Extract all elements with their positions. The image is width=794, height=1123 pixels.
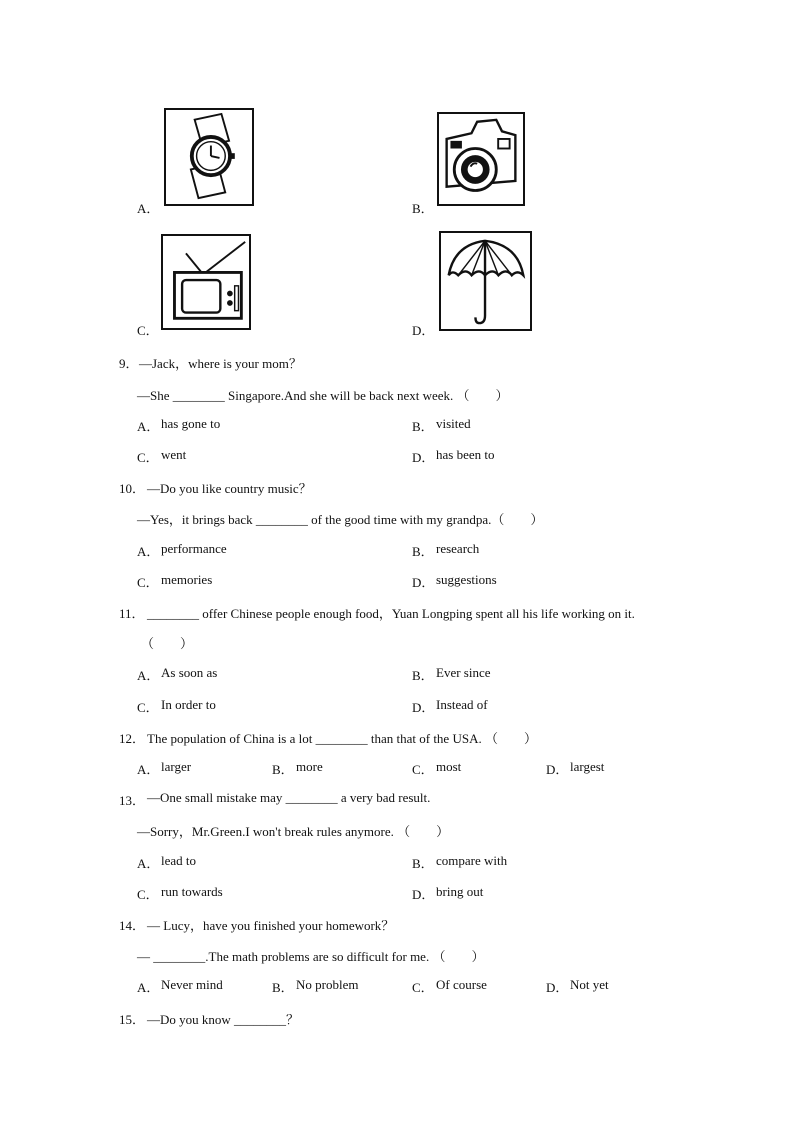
- question-number: 15．: [119, 1012, 146, 1027]
- option-label-c: C．: [137, 323, 159, 338]
- option-label: C．: [137, 575, 159, 590]
- option-label: A．: [137, 668, 160, 683]
- option-label-d: D．: [412, 323, 435, 338]
- option-label: A．: [137, 544, 160, 559]
- question-reply: —Yes，it brings back ________ of the good time with my grandpa.（ ）: [137, 512, 544, 527]
- option-label: D．: [412, 575, 435, 590]
- question-stem: ________ offer Chinese people enough food，Yuan Longping spent all his life working on it.: [147, 606, 635, 621]
- option-text: lead to: [161, 853, 197, 868]
- option-text: most: [436, 759, 462, 774]
- option-label: D．: [546, 762, 569, 777]
- question-number: 12．: [119, 731, 146, 746]
- option-text: Instead of: [436, 697, 488, 712]
- question-reply: —She ________ Singapore.And she will be back next week. （ ）: [137, 388, 509, 403]
- question-reply: — ________.The math problems are so difficult for me. （ ）: [137, 949, 485, 964]
- option-text: went: [161, 447, 187, 462]
- option-text: performance: [161, 541, 227, 556]
- option-label: B．: [272, 980, 294, 995]
- option-text: In order to: [161, 697, 216, 712]
- option-label: A．: [137, 980, 160, 995]
- question-reply: —Sorry，Mr.Green.I won't break rules anymore. （ ）: [137, 824, 450, 839]
- option-label: C．: [137, 450, 159, 465]
- option-label: D．: [412, 887, 435, 902]
- option-label: B．: [412, 856, 434, 871]
- option-text: run towards: [161, 884, 223, 899]
- option-text: bring out: [436, 884, 484, 899]
- option-label: C．: [137, 700, 159, 715]
- option-label: C．: [412, 762, 434, 777]
- option-label: B．: [412, 544, 434, 559]
- option-text: largest: [570, 759, 605, 774]
- question-stem: —Do you know ________？: [147, 1012, 300, 1027]
- option-text: more: [296, 759, 323, 774]
- option-text: larger: [161, 759, 192, 774]
- option-text: compare with: [436, 853, 508, 868]
- option-label: A．: [137, 856, 160, 871]
- question-number: 10．: [119, 481, 146, 496]
- option-text: As soon as: [161, 665, 218, 680]
- camera-icon: [439, 114, 523, 204]
- option-label: D．: [546, 980, 569, 995]
- question-stem: —Do you like country music？: [147, 481, 312, 496]
- option-label: D．: [412, 700, 435, 715]
- option-label: B．: [412, 668, 434, 683]
- television-image: [161, 234, 251, 330]
- option-text: research: [436, 541, 480, 556]
- question-number: 11．: [119, 606, 145, 621]
- option-text: Not yet: [570, 977, 609, 992]
- option-text: Never mind: [161, 977, 223, 992]
- question-stem: —One small mistake may ________ a very bad result.: [147, 790, 431, 805]
- option-label: C．: [412, 980, 434, 995]
- question-stem: —Jack，where is your mom？: [139, 356, 302, 371]
- option-label: C．: [137, 887, 159, 902]
- umbrella-icon: [441, 233, 530, 329]
- option-label: A．: [137, 419, 160, 434]
- option-text: Ever since: [436, 665, 491, 680]
- option-label: D．: [412, 450, 435, 465]
- option-text: Of course: [436, 977, 487, 992]
- camera-image: [437, 112, 525, 206]
- umbrella-image: [439, 231, 532, 331]
- option-text: suggestions: [436, 572, 497, 587]
- option-text: memories: [161, 572, 213, 587]
- question-stem: The population of China is a lot ________ than that of the USA. （ ）: [147, 731, 537, 746]
- question-answer-bracket: （ ）: [141, 636, 194, 651]
- question-number: 14．: [119, 918, 146, 933]
- wristwatch-icon: [166, 110, 252, 204]
- option-label-a: A．: [137, 201, 160, 216]
- option-label: B．: [412, 419, 434, 434]
- television-icon: [163, 236, 249, 328]
- option-text: has been to: [436, 447, 495, 462]
- question-number: 13．: [119, 793, 146, 808]
- wristwatch-image: [164, 108, 254, 206]
- question-stem: — Lucy，have you finished your homework？: [147, 918, 395, 933]
- option-label: A．: [137, 762, 160, 777]
- option-text: No problem: [296, 977, 359, 992]
- question-number: 9．: [119, 356, 139, 371]
- option-text: has gone to: [161, 416, 221, 431]
- option-label-b: B．: [412, 201, 434, 216]
- option-label: B．: [272, 762, 294, 777]
- option-text: visited: [436, 416, 471, 431]
